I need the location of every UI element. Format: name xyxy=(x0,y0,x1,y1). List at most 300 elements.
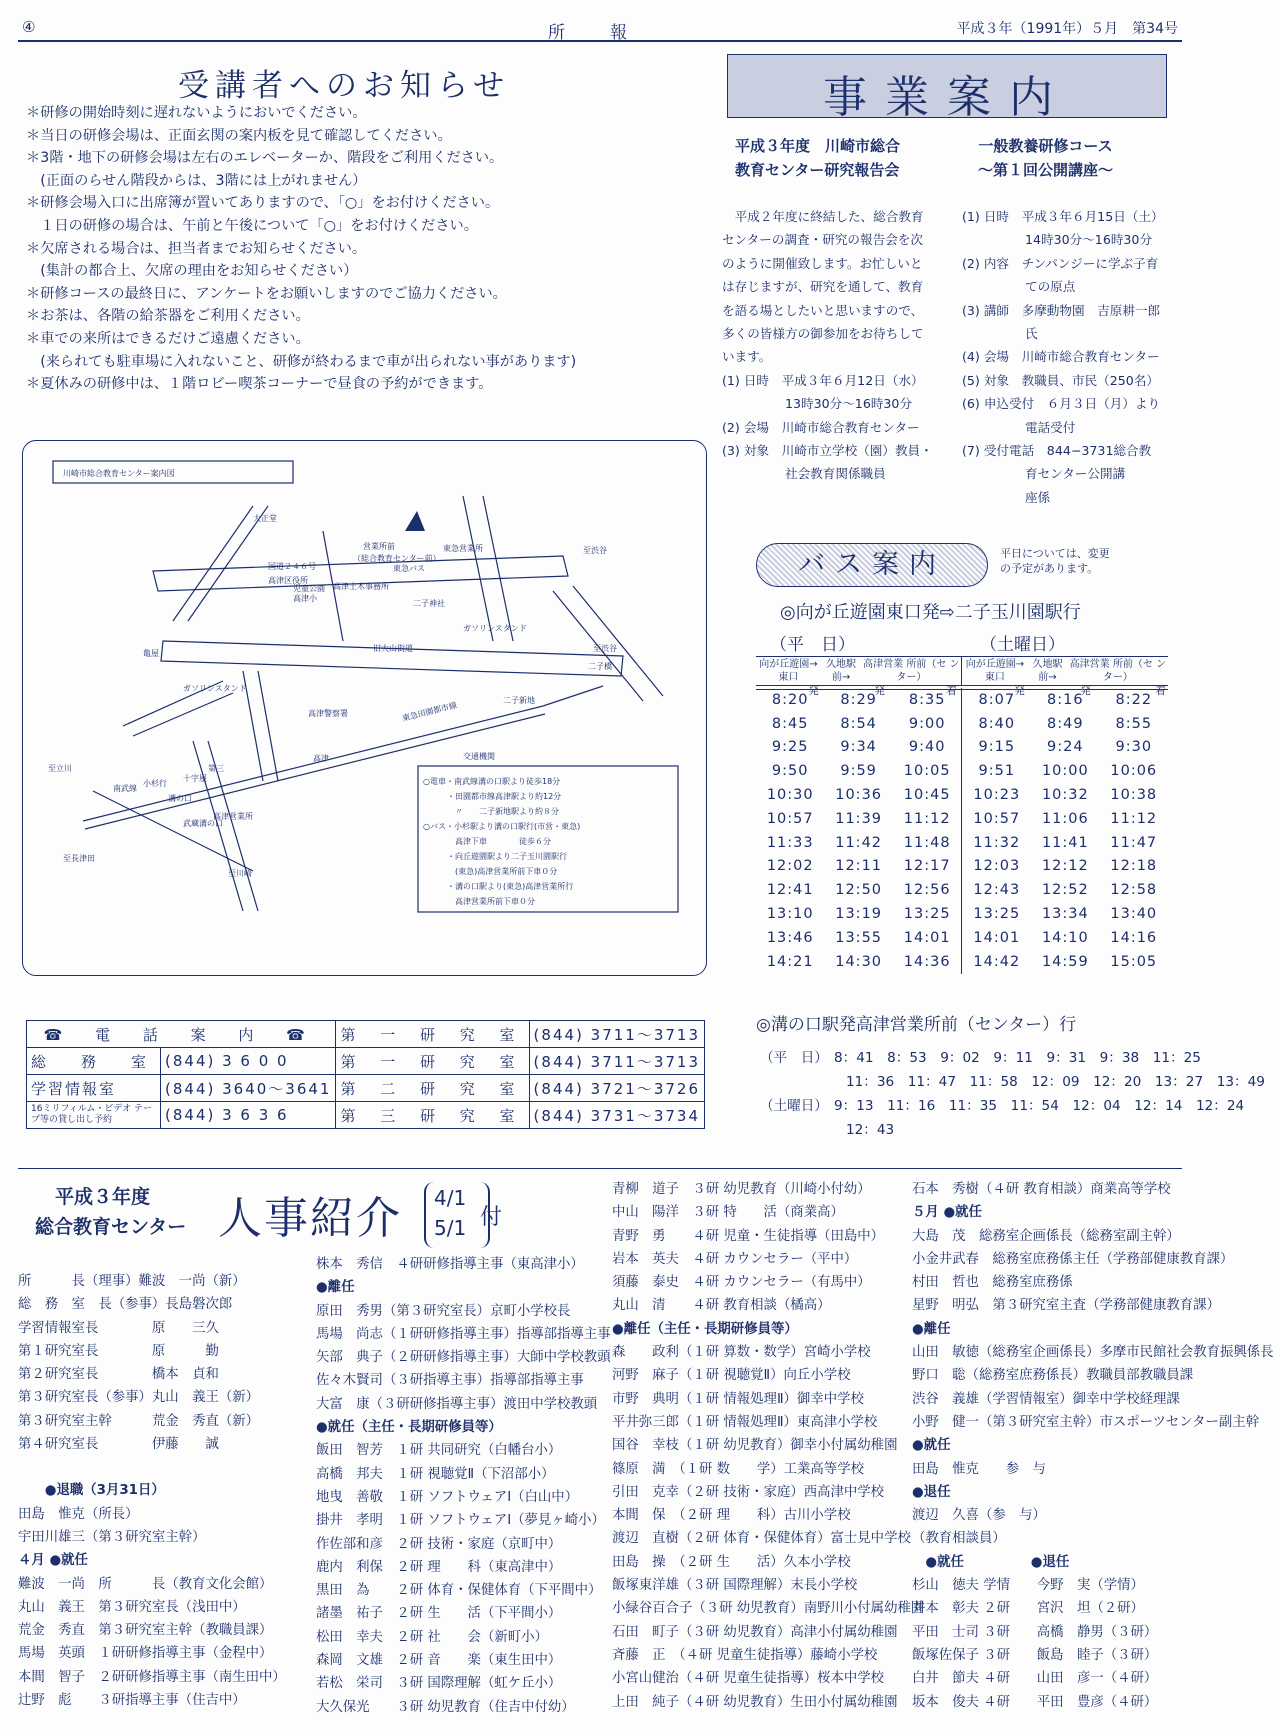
timetable-cell: 12:52 xyxy=(1041,882,1089,899)
timetable-cell: 12:03 xyxy=(973,858,1021,875)
notice-line: ＊夏休みの研修中は、１階ロビー喫茶コーナーで昼食の予約ができます。 xyxy=(26,376,493,393)
phone-number: (844) 3 6 3 6 xyxy=(161,1102,336,1129)
notice-line: ＊お茶は、各階の給茶器をご利用ください。 xyxy=(26,308,310,325)
timetable-cell: 10:06 xyxy=(1110,763,1158,780)
map-shibuya2: 至渋谷 xyxy=(593,644,617,653)
personnel-col-1 xyxy=(18,1270,286,1712)
personnel-entry: ●離任 xyxy=(912,1321,951,1337)
personnel-entry: 大久保光 ３研 幼児教育（住吉中付幼） xyxy=(316,1699,575,1715)
personnel-date: 5/1 xyxy=(434,1216,467,1240)
personnel-entry: 宇田川雄三（第３研究室主幹） xyxy=(18,1529,206,1545)
personnel-entry: 渋谷 義雄（学習情報室）御幸中学校経理課 xyxy=(912,1391,1180,1407)
dep-mark: 発 xyxy=(874,684,885,697)
timetable-cell: 9:15 xyxy=(978,739,1016,756)
personnel-entry: 田島 惟克 参 与 xyxy=(912,1461,1046,1477)
personnel-entry: 河野 麻子（１研 視聴覚Ⅱ）向丘小学校 xyxy=(612,1368,851,1384)
report-line: (1) 日時 平成３年６月12日（水） xyxy=(722,372,924,388)
map-kosugi: 小杉行 xyxy=(143,779,167,788)
report-head-line: 平成３年度 川崎市総合 xyxy=(735,137,901,155)
map-futagobashi: 二子橋 xyxy=(588,662,612,671)
personnel-entry: 馬場 尚志（１研研修指導主事）指導部指導主事 xyxy=(316,1326,611,1342)
access-line: 高津営業所前下車０分 xyxy=(423,897,535,906)
personnel-entry: ●離任 xyxy=(316,1280,355,1296)
personnel-entry: 野口 聡（総務室庶務係長）教職員部教職員課 xyxy=(912,1368,1194,1384)
timetable-cell: 11:47 xyxy=(1110,834,1158,851)
notice-list xyxy=(26,102,706,396)
timetable-cell: 11:06 xyxy=(1041,810,1089,827)
personnel-entry: 飯塚佐保子 ３研 飯島 睦子（３研） xyxy=(912,1647,1158,1663)
timetable-cell: 14:01 xyxy=(973,929,1021,946)
bus-note-line: の予定があります。 xyxy=(1000,562,1099,575)
dep-mark: 発 xyxy=(808,684,819,697)
report-line: (3) 対象 川崎市立学校（園）教員・ xyxy=(722,443,933,459)
timetable-row xyxy=(756,712,1168,736)
timetable-cell: 9:00 xyxy=(893,712,962,736)
page-number: ④ xyxy=(22,18,36,36)
report-line: は存じますが、研究を通して、教育 xyxy=(722,279,924,295)
lecture-line: (2) 内容 チンパンジーに学ぶ子育 xyxy=(962,255,1159,271)
map-nagatsuta: 至長津田 xyxy=(63,854,95,863)
timetable-cell: 8:16 xyxy=(1047,691,1084,708)
map-nambu: 南武線 xyxy=(113,784,137,793)
personnel-entry: 総 務 室 長（参事）長島磐次郎 xyxy=(18,1297,233,1313)
personnel-entry: 篠原 満 （１研 数 学）工業高等学校 xyxy=(612,1461,864,1477)
timetable-cell: 10:00 xyxy=(1041,763,1089,780)
lecture-line: 氏 xyxy=(962,326,1038,342)
report-body xyxy=(722,205,933,486)
bus-note-line: 平日については、変更 xyxy=(1000,547,1110,560)
date-bracket xyxy=(424,1182,503,1248)
personnel-entry: 諸墨 祐子 ２研 生 活（下平間小） xyxy=(316,1606,562,1622)
arr-mark: 着 xyxy=(946,684,957,697)
map-denentoshi: 東急田園都市線 xyxy=(401,700,458,723)
timetable-cell: 11:32 xyxy=(973,834,1021,851)
col-head: 高津営業 所前（セ ンター） xyxy=(1069,659,1167,683)
timetable-cell: 11:33 xyxy=(766,834,814,851)
timetable-cell: 12:56 xyxy=(893,878,962,902)
map-gas1: ガソリンスタンド xyxy=(463,624,527,633)
map-oyama: 旧大山街道 xyxy=(373,644,413,653)
personnel-entry: 難波 一尚 所 長（教育文化会館） xyxy=(18,1576,273,1592)
personnel-entry: 黒田 為 ２研 体育・保健体育（下平間中） xyxy=(316,1583,602,1599)
col-head: 久地駅前→ xyxy=(1032,659,1063,683)
report-line: (2) 会場 川崎市総合教育センター xyxy=(722,419,920,435)
notice-line: ＊研修の開始時刻に遅れないようにおいでください。 xyxy=(26,105,367,121)
personnel-entry: 作佐部和彦 ２研 技術・家庭（京町中） xyxy=(316,1536,562,1552)
access-line: 高津下車 徒歩６分 xyxy=(423,837,551,846)
access-line: ・田園都市線高津駅より約12分 xyxy=(423,792,562,801)
bus-route2: ◎溝の口駅発高津営業所前（センター）行 xyxy=(756,1015,1077,1035)
lecture-line: (4) 会場 川崎市総合教育センター xyxy=(962,349,1160,365)
notice-line: ＊研修コースの最終日に、アンケートをお願いしますのでご協力ください。 xyxy=(26,285,507,302)
map-jujiya: 十字屋 xyxy=(183,774,207,783)
phone-head: ☎ 電 話 案 内 ☎ xyxy=(27,1021,336,1048)
personnel-entry: 佐々木賢司（３研指導主事）指導部指導主事 xyxy=(316,1373,584,1389)
personnel-entry: 第３研究室長（参事）丸山 義王（新） xyxy=(18,1390,260,1406)
col-head: 向が丘遊園→ 東口 xyxy=(759,659,818,683)
report-line: 13時30分〜16時30分 xyxy=(722,396,913,412)
personnel-entry: 矢部 典子（２研研修指導主事）大師中学校教頭 xyxy=(316,1350,611,1366)
lecture-line: (1) 日時 平成３年６月15日（土） xyxy=(962,209,1164,224)
timetable-cell: 12:17 xyxy=(893,855,962,879)
timetable-row xyxy=(756,926,1168,950)
personnel-entry: 小宮山健治（４研 児童生徒指導）桜本中学校 xyxy=(612,1671,885,1687)
phone-number: (844) 3640〜3641 xyxy=(161,1075,336,1102)
phone-room: 総 務 室 xyxy=(27,1048,161,1075)
phone-table xyxy=(26,1020,705,1129)
personnel-entry: 原田 秀男（第３研究室長）京町小学校長 xyxy=(316,1303,571,1319)
personnel-entry: ４月 ●就任 xyxy=(18,1553,88,1569)
timetable-cell: 10:23 xyxy=(973,787,1021,804)
personnel-entry: 小緑谷百合子（３研 幼児教育）南野川小付属幼稚園 xyxy=(612,1601,925,1617)
personnel-entry: 本間 智子 ２研研修指導主事（南生田中） xyxy=(18,1669,286,1685)
timetable-cell: 14:36 xyxy=(893,950,962,974)
timetable-cell: 13:19 xyxy=(835,906,883,923)
bus-route2-times xyxy=(760,1046,1265,1142)
dep-mark: 発 xyxy=(1014,684,1025,697)
phone-number: (844) 3731〜3734 xyxy=(529,1102,704,1129)
notice-line: ＊欠席される場合は、担当者までお知らせください。 xyxy=(26,240,367,257)
personnel-entry: 岩本 英夫 ４研 カウンセラー（平中） xyxy=(612,1251,858,1267)
personnel-entry: 第１研究室長 原 勤 xyxy=(18,1343,219,1359)
timetable-cell: 14:42 xyxy=(973,953,1021,970)
personnel-entry: 青野 勇 ４研 児童・生徒指導（田島中） xyxy=(612,1228,885,1244)
personnel-entry: 須藤 泰史 ４研 カウンセラー（有馬中） xyxy=(612,1275,871,1291)
personnel-entry: 井本 彰夫 ２研 宮沢 坦（２研） xyxy=(912,1601,1144,1617)
personnel-title: 人事紹介 xyxy=(218,1193,402,1244)
lecture-line: 育センター公開講 xyxy=(962,466,1126,482)
timetable-row xyxy=(756,688,1168,712)
timetable-cell: 12:11 xyxy=(835,858,883,875)
personnel-col-4 xyxy=(912,1178,1274,1714)
personnel-entry: 中山 陽洋 ３研 特 活（商業高） xyxy=(612,1205,844,1221)
timetable-row xyxy=(756,878,1168,902)
report-heading xyxy=(735,134,900,182)
arr-mark: 着 xyxy=(1155,684,1166,697)
personnel-entry: 引田 克幸（２研 技術・家庭）西高津中学校 xyxy=(612,1484,885,1500)
phone-room: 学習情報室 xyxy=(27,1075,161,1102)
personnel-entry: ●就任 xyxy=(912,1438,951,1454)
lecture-line: (3) 講師 多摩動物園 吉原耕一郎 xyxy=(962,302,1161,318)
map-takatsu: 高津 xyxy=(313,754,329,763)
map-title: 川崎市総合教育センター案内図 xyxy=(63,469,175,478)
notice-title: 受講者へのお知らせ xyxy=(178,68,511,104)
map-kamei: 亀屋 xyxy=(143,649,159,658)
personnel-entry: ●離任（主任・長期研修員等） xyxy=(612,1321,798,1337)
timetable-cell: 8:07 xyxy=(978,691,1016,708)
bus-route1: ◎向が丘遊園東口発⇨二子玉川園駅行 xyxy=(780,602,1081,623)
map-futako: 二子新地 xyxy=(503,696,535,705)
map-takatsu-elem: 高津小 xyxy=(293,594,317,603)
timetable-cell: 11:12 xyxy=(1110,810,1158,827)
lecture-line: 14時30分〜16時30分 xyxy=(962,232,1153,248)
timetable-cell: 10:45 xyxy=(893,783,962,807)
timetable-cell: 12:50 xyxy=(835,882,883,899)
report-line: 多くの皆様方の御参加をお待ちして xyxy=(722,326,924,342)
phone-number: (844) 3 6 0 0 xyxy=(161,1048,336,1075)
report-line: 平成２年度に終結した、総合教育 xyxy=(722,209,924,224)
personnel-entry: 掛井 孝明 １研 ソフトウェアⅠ（夢見ヶ崎小） xyxy=(316,1513,605,1529)
personnel-entry: 松田 幸夫 ２研 社 会（新町小） xyxy=(316,1629,548,1645)
timetable-rule xyxy=(756,689,1168,690)
bus-title: バス案内 xyxy=(798,549,946,580)
phone-room: 16ミリフィルム・ビデオ テープ等の貸し出し予約 xyxy=(27,1102,161,1129)
lecture-line: (7) 受付電話 844−3731総合教 xyxy=(962,443,1152,459)
lecture-line: 電話受付 xyxy=(962,419,1076,435)
timetable-row xyxy=(756,783,1168,807)
personnel-entry: 第４研究室長 伊藤 誠 xyxy=(18,1437,219,1453)
notice-line: ＊研修会場入口に出席簿が置いてありますので、「○」をお付けください。 xyxy=(26,195,500,212)
access-line: ・向丘遊園駅より二子玉川園駅行 xyxy=(423,852,567,861)
personnel-entry: 荒金 秀直 第３研究室主幹（教職員課） xyxy=(18,1623,273,1639)
map-route246: 国道２４６号 xyxy=(268,562,316,571)
personnel-entry: 村田 哲也 総務室庶務係 xyxy=(912,1275,1073,1291)
bus-note xyxy=(1000,546,1110,576)
personnel-entry: 小野 健一（第３研究室主幹）市スポーツセンター副主幹 xyxy=(912,1414,1260,1430)
report-line: センターの調査・研究の報告会を次 xyxy=(722,232,923,248)
personnel-entry: ５月 ●就任 xyxy=(912,1205,982,1221)
personnel-entry: 辻野 彪 ３研指導主事（住吉中） xyxy=(18,1693,246,1709)
personnel-entry: 上田 純子（４研 幼児教育）生田小付属幼稚園 xyxy=(612,1694,898,1710)
personnel-entry: 飯田 智芳 １研 共同研究（白幡台小） xyxy=(316,1443,562,1459)
access-line: ○バス・小杉駅より溝の口駅行(市営・東急) xyxy=(423,822,581,831)
access-line: 〃 二子新地駅より約８分 xyxy=(423,807,559,816)
report-line: 社会教育関係職員 xyxy=(722,466,886,482)
timetable-cell: 13:46 xyxy=(766,929,814,946)
timetable-cell: 8:40 xyxy=(978,715,1016,732)
timetable-row xyxy=(756,807,1168,831)
map-ward-office: 高津区役所 xyxy=(268,576,308,585)
timetable-cell: 12:43 xyxy=(973,882,1021,899)
personnel-entry: 渡辺 久喜（参 与） xyxy=(912,1508,1046,1524)
personnel-entry: 学習情報室長 原 三久 xyxy=(18,1320,219,1336)
map-takatsu-office: 高津営業所 xyxy=(213,812,253,821)
phone-room: 第 一 研 究 室 xyxy=(336,1048,529,1075)
personnel-entry: 田島 惟克（所長） xyxy=(18,1506,139,1522)
timetable-cell: 9:34 xyxy=(840,739,877,756)
personnel-entry: 鹿内 利保 ２研 理 科（東高津中） xyxy=(316,1559,562,1575)
timetable-cell: 12:58 xyxy=(1110,882,1158,899)
business-banner xyxy=(727,54,1167,123)
map-kawasaki: 至川崎 xyxy=(228,869,252,878)
timetable-cell: 9:40 xyxy=(893,736,962,760)
personnel-col-3 xyxy=(612,1178,924,1714)
personnel-sub1: 平成３年度 xyxy=(55,1186,151,1208)
personnel-entry: 小金井武春 総務室庶務係主任（学務部健康教育課） xyxy=(912,1251,1234,1267)
r2-times: 11：36 11：47 11：58 12：09 12：20 13：27 13：49 xyxy=(846,1074,1265,1090)
timetable-cell: 8:49 xyxy=(1047,715,1084,732)
personnel-entry: 本間 保 （２研 理 科）古川小学校 xyxy=(612,1508,851,1524)
timetable-cell: 9:25 xyxy=(771,739,809,756)
map-tachikawa: 至立川 xyxy=(48,764,72,773)
phone-number: (844) 3711〜3713 xyxy=(529,1048,704,1075)
timetable-cell: 10:57 xyxy=(973,810,1021,827)
timetable-cell: 8:20 xyxy=(771,691,809,708)
notice-line: ＊当日の研修会場は、正面玄関の案内板を見て確認してください。 xyxy=(26,127,452,144)
timetable-cell: 12:02 xyxy=(766,858,814,875)
lecture-body xyxy=(962,205,1164,509)
timetable-cell: 10:36 xyxy=(835,787,883,804)
phone-number: (844) 3721〜3726 xyxy=(529,1075,704,1102)
personnel-entry: 高橋 邦夫 １研 視聴覚Ⅱ（下沼部小） xyxy=(316,1466,555,1482)
timetable-cell: 13:40 xyxy=(1110,906,1158,923)
map-mizonokuchi: 溝の口 xyxy=(168,794,192,803)
timetable-cell: 14:21 xyxy=(766,953,814,970)
col-head: 向が丘遊園→ 東口 xyxy=(965,659,1025,683)
timetable-cell: 15:05 xyxy=(1110,953,1158,970)
bus-banner xyxy=(756,543,988,587)
business-title: 事業案内 xyxy=(823,72,1071,123)
timetable-cell: 8:22 xyxy=(1115,691,1153,708)
timetable-row xyxy=(756,950,1168,974)
timetable-cell: 13:55 xyxy=(835,929,883,946)
personnel-entry: 第３研究室主幹 荒金 秀直（新） xyxy=(18,1413,260,1429)
page-header xyxy=(18,14,1182,42)
timetable-cell: 13:25 xyxy=(973,906,1021,923)
personnel-entry: ●退任 xyxy=(912,1484,951,1500)
timetable-cell: 10:38 xyxy=(1110,787,1158,804)
personnel-entry: 坂本 俊夫 ４研 平田 豊彦（４研） xyxy=(912,1694,1158,1710)
personnel-entry: 斉藤 正 （４研 児童生徒指導）藤崎小学校 xyxy=(612,1647,878,1663)
personnel-entry: 馬場 英頭 １研研修指導主事（金程中） xyxy=(18,1646,273,1662)
map-tokyu-bus: 東急バス xyxy=(393,564,425,573)
timetable-cell: 11:41 xyxy=(1041,834,1089,851)
timetable-cell: 11:39 xyxy=(835,810,883,827)
personnel-entry: 杉山 徳夫 学情 今野 実（学情） xyxy=(912,1578,1144,1594)
map-musashi: 武蔵溝の口 xyxy=(183,819,223,828)
timetable-cell: 11:48 xyxy=(893,831,962,855)
phone-room: 第 三 研 究 室 xyxy=(336,1102,529,1129)
lecture-heading xyxy=(978,134,1113,182)
map-office2: （総合教育センター前） xyxy=(353,554,441,563)
r2-saturday: （土曜日） xyxy=(760,1098,828,1114)
map-taishodo: 大正堂 xyxy=(253,514,277,523)
map-shibuya1: 至渋谷 xyxy=(583,546,607,555)
timetable-cell: 8:29 xyxy=(840,691,877,708)
timetable-cell: 11:12 xyxy=(893,807,962,831)
timetable-cell: 9:51 xyxy=(978,763,1016,780)
personnel-entry: 若松 栄司 ３研 国際理解（虹ケ丘小） xyxy=(316,1676,562,1692)
timetable-cell: 12:12 xyxy=(1041,858,1089,875)
report-line: います。 xyxy=(722,349,772,365)
access-line: (東急)高津営業所前下車０分 xyxy=(423,867,558,876)
timetable-cell: 14:01 xyxy=(893,926,962,950)
personnel-entry: 丸山 清 ４研 教育相談（橘高） xyxy=(612,1298,831,1314)
dep-mark: 発 xyxy=(1080,684,1091,697)
timetable-cell: 14:10 xyxy=(1041,929,1089,946)
personnel-entry: 飯塚東洋雄（３研 国際理解）末長小学校 xyxy=(612,1578,858,1594)
access-line: ・溝の口駅より(東急)高津営業所行 xyxy=(423,882,574,891)
notice-line: (来られても駐車場に入れないこと、研修が終わるまで車が出られない事があります) xyxy=(26,353,577,370)
newsletter-title: 所 報 xyxy=(548,23,641,43)
map-doboku: 高津土木事務所 xyxy=(333,582,389,591)
personnel-col-2 xyxy=(316,1253,611,1719)
timetable-cell: 13:34 xyxy=(1041,906,1089,923)
personnel-entry: ●就任 ●退任 xyxy=(912,1554,1070,1570)
timetable-cell: 8:35 xyxy=(893,688,962,712)
col-head: 久地駅前→ xyxy=(826,659,857,683)
map-jinja: 二子神社 xyxy=(413,599,445,608)
phone-room: 第 二 研 究 室 xyxy=(336,1075,529,1102)
personnel-entry: 石本 秀樹（４研 教育相談）商業高等学校 xyxy=(912,1182,1171,1197)
personnel-entry: 国谷 幸枝（１研 幼児教育）御幸小付属幼稚園 xyxy=(612,1438,898,1454)
timetable-cell: 13:10 xyxy=(766,906,814,923)
personnel-entry: 株本 秀信 ４研研修指導主事（東高津小） xyxy=(316,1257,584,1272)
phone-room: 第 一 研 究 室 xyxy=(336,1021,529,1048)
report-head-line: 教育センター研究報告会 xyxy=(735,161,900,179)
timetable-row xyxy=(756,759,1168,783)
issue-date: 平成３年（1991年）５月 第34号 xyxy=(956,21,1178,37)
r2-times: 8：41 8：53 9：02 9：11 9：31 9：38 11：25 xyxy=(833,1050,1201,1066)
timetable-cell: 9:24 xyxy=(1047,739,1084,756)
timetable-cell: 10:57 xyxy=(766,810,814,827)
personnel-entry: 渡辺 直樹（２研 体育・保健体育）富士見中学校 xyxy=(612,1531,911,1547)
notice-line: (集計の都合上、欠席の理由をお知らせください） xyxy=(26,263,358,280)
personnel-entry: 田島 操 （２研 生 活）久本小学校 xyxy=(612,1554,851,1570)
map-drawing xyxy=(23,441,706,975)
lecture-line: (6) 申込受付 ６月３日（月）より xyxy=(962,396,1161,412)
timetable-cell: 14:16 xyxy=(1110,929,1158,946)
timetable-cell: 12:18 xyxy=(1110,858,1158,875)
lecture-line: ての原点 xyxy=(962,279,1076,295)
map-tokyu-office: 東急営業所 xyxy=(443,544,483,553)
timetable-cell: 14:59 xyxy=(1041,953,1089,970)
timetable-row xyxy=(756,736,1168,760)
personnel-entry: 平田 士司 ３研 高橋 静男（３研） xyxy=(912,1624,1158,1640)
personnel-entry: 所 長（理事）難波 一尚（新） xyxy=(18,1274,246,1289)
lecture-head-line: 一般教養研修コース xyxy=(978,137,1113,155)
phone-number: (844) 3711〜3713 xyxy=(529,1021,704,1048)
personnel-entry: 市野 典明（１研 情報処理Ⅱ）御幸中学校 xyxy=(612,1391,864,1407)
timetable-cell: 9:30 xyxy=(1115,739,1153,756)
personnel-entry: 山田 敏徳（総務室企画係長）多摩市民館社会教育振興係長 xyxy=(912,1345,1274,1361)
personnel-entry: 星野 明弘 第３研究室主査（学務部健康教育課） xyxy=(912,1298,1220,1314)
timetable-cell: 9:59 xyxy=(840,763,877,780)
access-title: 交通機関 xyxy=(463,752,495,761)
map-office: 営業所前 xyxy=(363,542,395,551)
r2-weekday: （平 日） xyxy=(760,1050,828,1066)
notice-line: ＊車での来所はできるだけご遠慮ください。 xyxy=(26,330,310,347)
personnel-date: 4/1 xyxy=(434,1186,467,1210)
timetable-cell: 8:45 xyxy=(771,715,809,732)
bus-timetable xyxy=(756,688,1168,974)
notice-line: ＊3階・地下の研修会場は左右のエレベーターか、階段をご利用ください。 xyxy=(26,150,504,167)
personnel-entry: ●退職（3月31日） xyxy=(18,1483,165,1499)
personnel-entry: 丸山 義王 第３研究室長（浅田中） xyxy=(18,1599,246,1615)
personnel-entry: 森 政利（１研 算数・数学）宮崎小学校 xyxy=(612,1345,871,1361)
personnel-sub2: 総合教育センター xyxy=(35,1216,187,1238)
notice-line: １日の研修の場合は、午前と午後について「○」をお付けください。 xyxy=(26,217,478,234)
personnel-entry: 青柳 道子 ３研 幼児教育（川崎小付幼） xyxy=(612,1182,871,1197)
notice-line: (正面のらせん階段からは、3階には上がれません） xyxy=(26,172,367,189)
weekday-label: （平 日） xyxy=(770,635,855,655)
timetable-cell: 13:25 xyxy=(893,902,962,926)
timetable-row xyxy=(756,831,1168,855)
personnel-date-suffix: 付 xyxy=(480,1205,503,1230)
timetable-cell: 8:54 xyxy=(840,715,877,732)
report-line: を語る場としたいと思いますので、 xyxy=(722,302,924,318)
personnel-entry: 大島 茂 総務室企画係長（総務室副主幹） xyxy=(912,1228,1180,1244)
map-dai3: 第三 xyxy=(208,764,224,773)
timetable-cell: 12:41 xyxy=(766,882,814,899)
personnel-entry: （教育相談員） xyxy=(912,1531,1006,1547)
lecture-head-line: 〜第１回公開講座〜 xyxy=(978,161,1114,179)
timetable-row xyxy=(756,902,1168,926)
lecture-line: 座係 xyxy=(962,489,1051,505)
map-gas2: ガソリンスタンド xyxy=(183,684,247,693)
personnel-entry: 地曳 善敬 １研 ソフトウェアⅠ（白山中） xyxy=(316,1489,579,1505)
report-line: のように開催致します。お忙しいと xyxy=(722,255,923,271)
